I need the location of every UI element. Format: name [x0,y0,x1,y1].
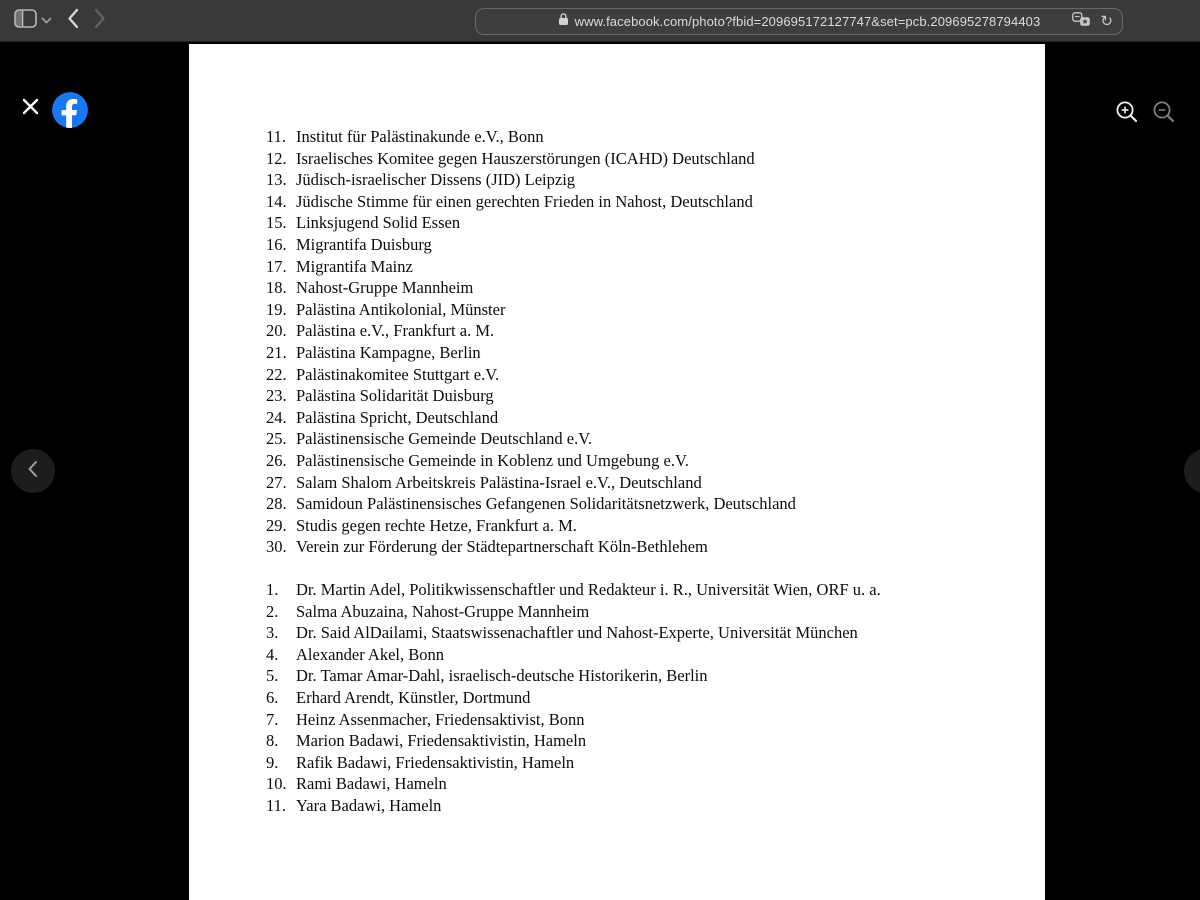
list-item-text: Yara Badawi, Hameln [296,795,442,815]
list-item [266,320,796,342]
list-item [266,536,796,558]
list-item-text: Palästina Antikolonial, Münster [296,299,506,319]
list-item [266,191,796,213]
list-item [266,450,796,472]
list-item-number: 16. [266,234,287,254]
list-item [266,601,881,623]
list-item-text: Palästina Solidarität Duisburg [296,386,494,406]
list-item-text: Israelisches Komitee gegen Hauszerstörungen (ICAHD) Deutschland [296,148,755,168]
list-item-number: 29. [266,515,287,535]
list-item-number: 13. [266,170,287,190]
list-item-number: 15. [266,213,287,233]
list-item-text: Alexander Akel, Bonn [296,644,445,664]
list-item-number: 14. [266,191,287,211]
sidebar-options-button[interactable] [40,17,52,25]
zoom-in-button[interactable] [1114,101,1140,127]
forward-button[interactable] [93,10,107,32]
list-item-number: 20. [266,321,287,341]
list-item-number: 11. [266,127,287,146]
facebook-logo[interactable] [52,92,88,128]
list-item-number: 2. [266,601,279,621]
list-item-text: Jüdisch-israelischer Dissens (JID) Leipzig [296,170,576,190]
list-item-number: 18. [266,278,287,298]
list-item [266,169,796,191]
list-item [266,687,881,709]
list-item [266,730,881,752]
list-item-number: 24. [266,407,287,427]
list-item [266,795,881,817]
list-item-number: 4. [266,644,279,664]
list-item-number: 7. [266,709,279,729]
list-item-number: 6. [266,687,279,707]
list-item-text: Studis gegen rechte Hetze, Frankfurt a. M. [296,515,577,535]
sidebar-icon [14,9,37,33]
list-item-text: Rafik Badawi, Friedensaktivistin, Hameln [296,752,575,772]
list-item-text: Rami Badawi, Hameln [296,774,447,794]
list-item [266,709,881,731]
list-item [266,493,796,515]
reload-button[interactable] [1100,13,1113,31]
list-item [266,407,796,429]
list-item [266,515,796,537]
back-chevron-icon [66,8,79,34]
url-display [558,12,1041,31]
prev-chevron-icon [24,459,42,484]
list-item-text: Nahost-Gruppe Mannheim [296,278,474,298]
list-item-text: Marion Badawi, Friedensaktivistin, Hameln [296,731,587,751]
list-item [266,212,796,234]
list-item-number: 10. [266,774,287,794]
list-item-number: 9. [266,752,279,772]
list-item-number: 12. [266,148,287,168]
list-item-number: 23. [266,386,287,406]
sidebar-toggle-button[interactable] [13,11,37,31]
document-photo [189,44,1045,900]
list-item [266,752,881,774]
previous-photo-button[interactable] [11,449,55,493]
list-item [266,234,796,256]
photo-viewer [0,43,1200,900]
close-button[interactable] [18,97,42,121]
list-item-text: Erhard Arendt, Künstler, Dortmund [296,687,531,707]
list-item-text: Palästina Kampagne, Berlin [296,342,481,362]
list-item-text: Migrantifa Mainz [296,256,413,276]
list-item [266,428,796,450]
list-item-text: Palästina Spricht, Deutschland [296,407,499,427]
browser-toolbar [0,0,1200,42]
list-item [266,364,796,386]
list-item [266,665,881,687]
list-item-number: 25. [266,429,287,449]
close-icon [21,97,40,121]
next-photo-button[interactable] [1184,449,1200,493]
url-text: www.facebook.com/photo?fbid=209695172127747&set=pcb.209695278794403 [574,14,1041,29]
list-item-number: 26. [266,450,287,470]
zoom-out-icon [1151,99,1177,130]
list-item-text: Dr. Tamar Amar-Dahl, israelisch-deutsche Historikerin, Berlin [296,666,708,686]
address-bar[interactable] [475,8,1123,35]
list-item-number: 30. [266,537,287,557]
list-item-text: Jüdische Stimme für einen gerechten Frieden in Nahost, Deutschland [296,191,753,211]
forward-chevron-icon [94,8,107,34]
svg-text:★: ★ [1082,16,1089,26]
list-item-number: 17. [266,256,287,276]
list-item [266,277,796,299]
lock-icon [558,12,569,31]
list-item [266,773,881,795]
list-item [266,299,796,321]
reload-icon: ↻ [1100,11,1113,30]
list-item-number: 1. [266,580,279,599]
list-item-number: 19. [266,299,287,319]
list-item [266,342,796,364]
list-item-text: Palästinensische Gemeinde Deutschland e.V. [296,429,593,449]
list-item-text: Verein zur Förderung der Städtepartnerschaft Köln-Bethlehem [296,537,708,557]
translate-button[interactable] [1072,12,1091,32]
list-item-text: Salam Shalom Arbeitskreis Palästina-Israel e.V., Deutschland [296,472,702,492]
list-item [266,126,796,148]
list-item [266,644,881,666]
list-item [266,256,796,278]
list-item-text: Migrantifa Duisburg [296,234,432,254]
list-item-text: Dr. Said AlDailami, Staatswissenachaftler und Nahost-Experte, Universität München [296,623,858,643]
list-item-text: Heinz Assenmacher, Friedensaktivist, Bonn [296,709,585,729]
list-item-number: 21. [266,342,287,362]
list-item-number: 27. [266,472,287,492]
list-item [266,148,796,170]
list-item-text: Samidoun Palästinensisches Gefangenen Solidaritätsnetzwerk, Deutschland [296,494,796,514]
list-item [266,622,881,644]
list-item-text: Institut für Palästinakunde e.V., Bonn [296,127,544,146]
translate-icon [1072,14,1091,31]
list-item-text: Dr. Martin Adel, Politikwissenschaftler und Redakteur i. R., Universität Wien, ORF u. a. [296,580,881,599]
list-item [266,385,796,407]
list-item-text: Salma Abuzaina, Nahost-Gruppe Mannheim [296,601,590,621]
back-button[interactable] [65,10,79,32]
zoom-in-icon [1114,99,1140,130]
list-item-text: Palästinensische Gemeinde in Koblenz und Umgebung e.V. [296,450,689,470]
zoom-out-button[interactable] [1151,101,1177,127]
list-item-number: 5. [266,666,279,686]
list-item-number: 3. [266,623,279,643]
list-item [266,579,881,601]
chevron-down-icon [41,12,52,30]
list-item [266,472,796,494]
list-item-text: Palästinakomitee Stuttgart e.V. [296,364,500,384]
organizations-list [266,126,796,558]
list-item-text: Linksjugend Solid Essen [296,213,461,233]
list-item-number: 11. [266,795,287,815]
signatories-list [266,579,881,817]
list-item-number: 22. [266,364,287,384]
list-item-number: 28. [266,494,287,514]
list-item-number: 8. [266,731,279,751]
list-item-text: Palästina e.V., Frankfurt a. M. [296,321,495,341]
